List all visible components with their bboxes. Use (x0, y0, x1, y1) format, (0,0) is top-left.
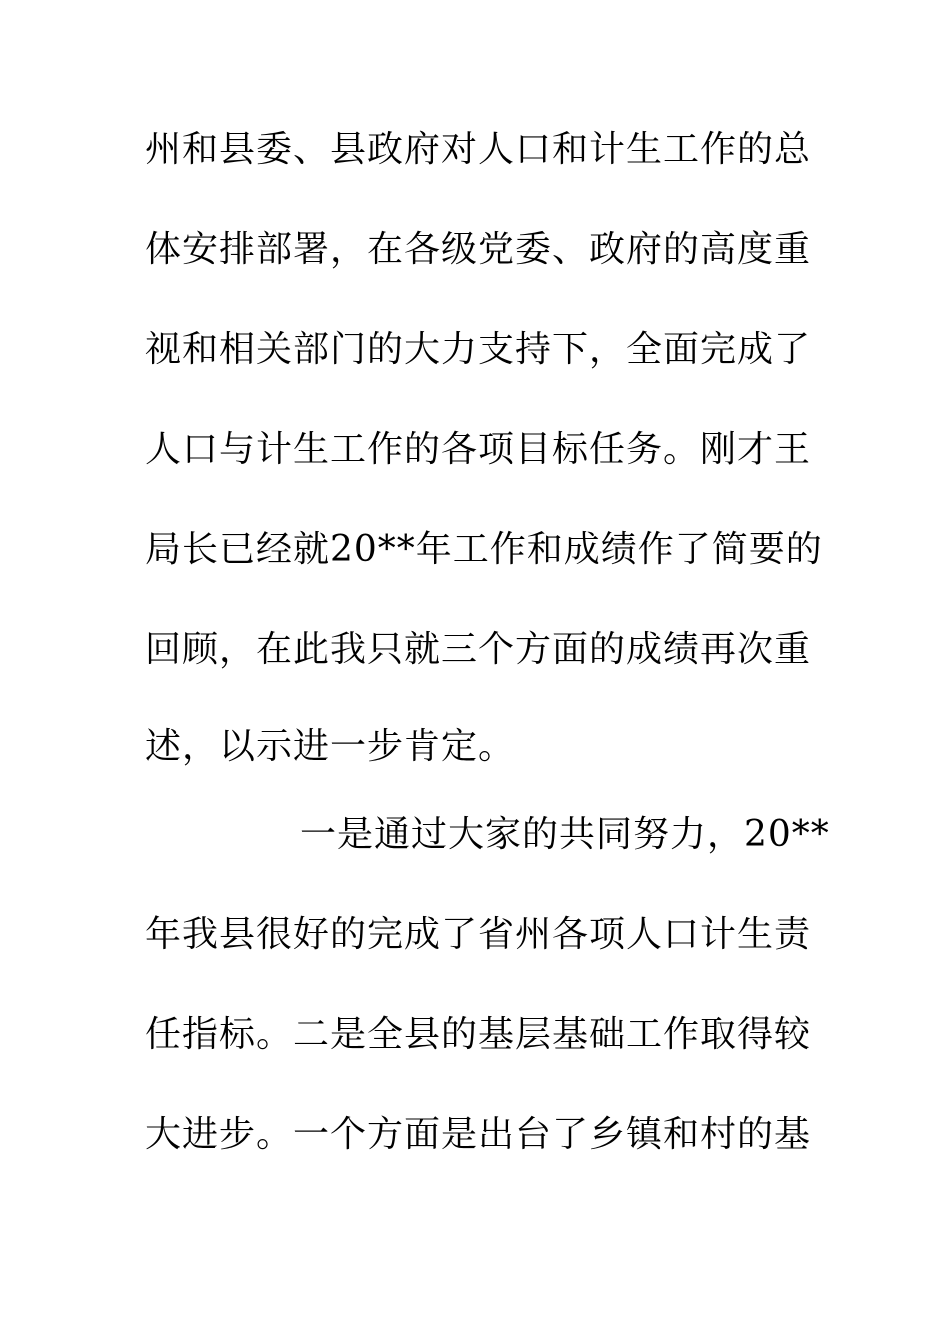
body-text-line: 任指标。二是全县的基层基础工作取得较 (145, 1014, 812, 1055)
body-text-line: 述，以示进一步肯定。 (145, 726, 516, 767)
body-text-line: 体安排部署，在各级党委、政府的高度重 (145, 229, 812, 270)
body-text-line: 视和相关部门的大力支持下，全面完成了 (145, 329, 812, 370)
body-text-line: 州和县委、县政府对人口和计生工作的总 (145, 129, 812, 170)
body-text-line: 人口与计生工作的各项目标任务。刚才王 (145, 429, 812, 470)
body-text-line: 大进步。一个方面是出台了乡镇和村的基 (145, 1114, 812, 1155)
body-text-line: 局长已经就20**年工作和成绩作了简要的 (145, 529, 823, 570)
paragraph-first-line: 一是通过大家的共同努力，20** (300, 814, 830, 855)
body-text-line: 回顾，在此我只就三个方面的成绩再次重 (145, 629, 812, 670)
body-text-line: 年我县很好的完成了省州各项人口计生责 (145, 914, 812, 955)
